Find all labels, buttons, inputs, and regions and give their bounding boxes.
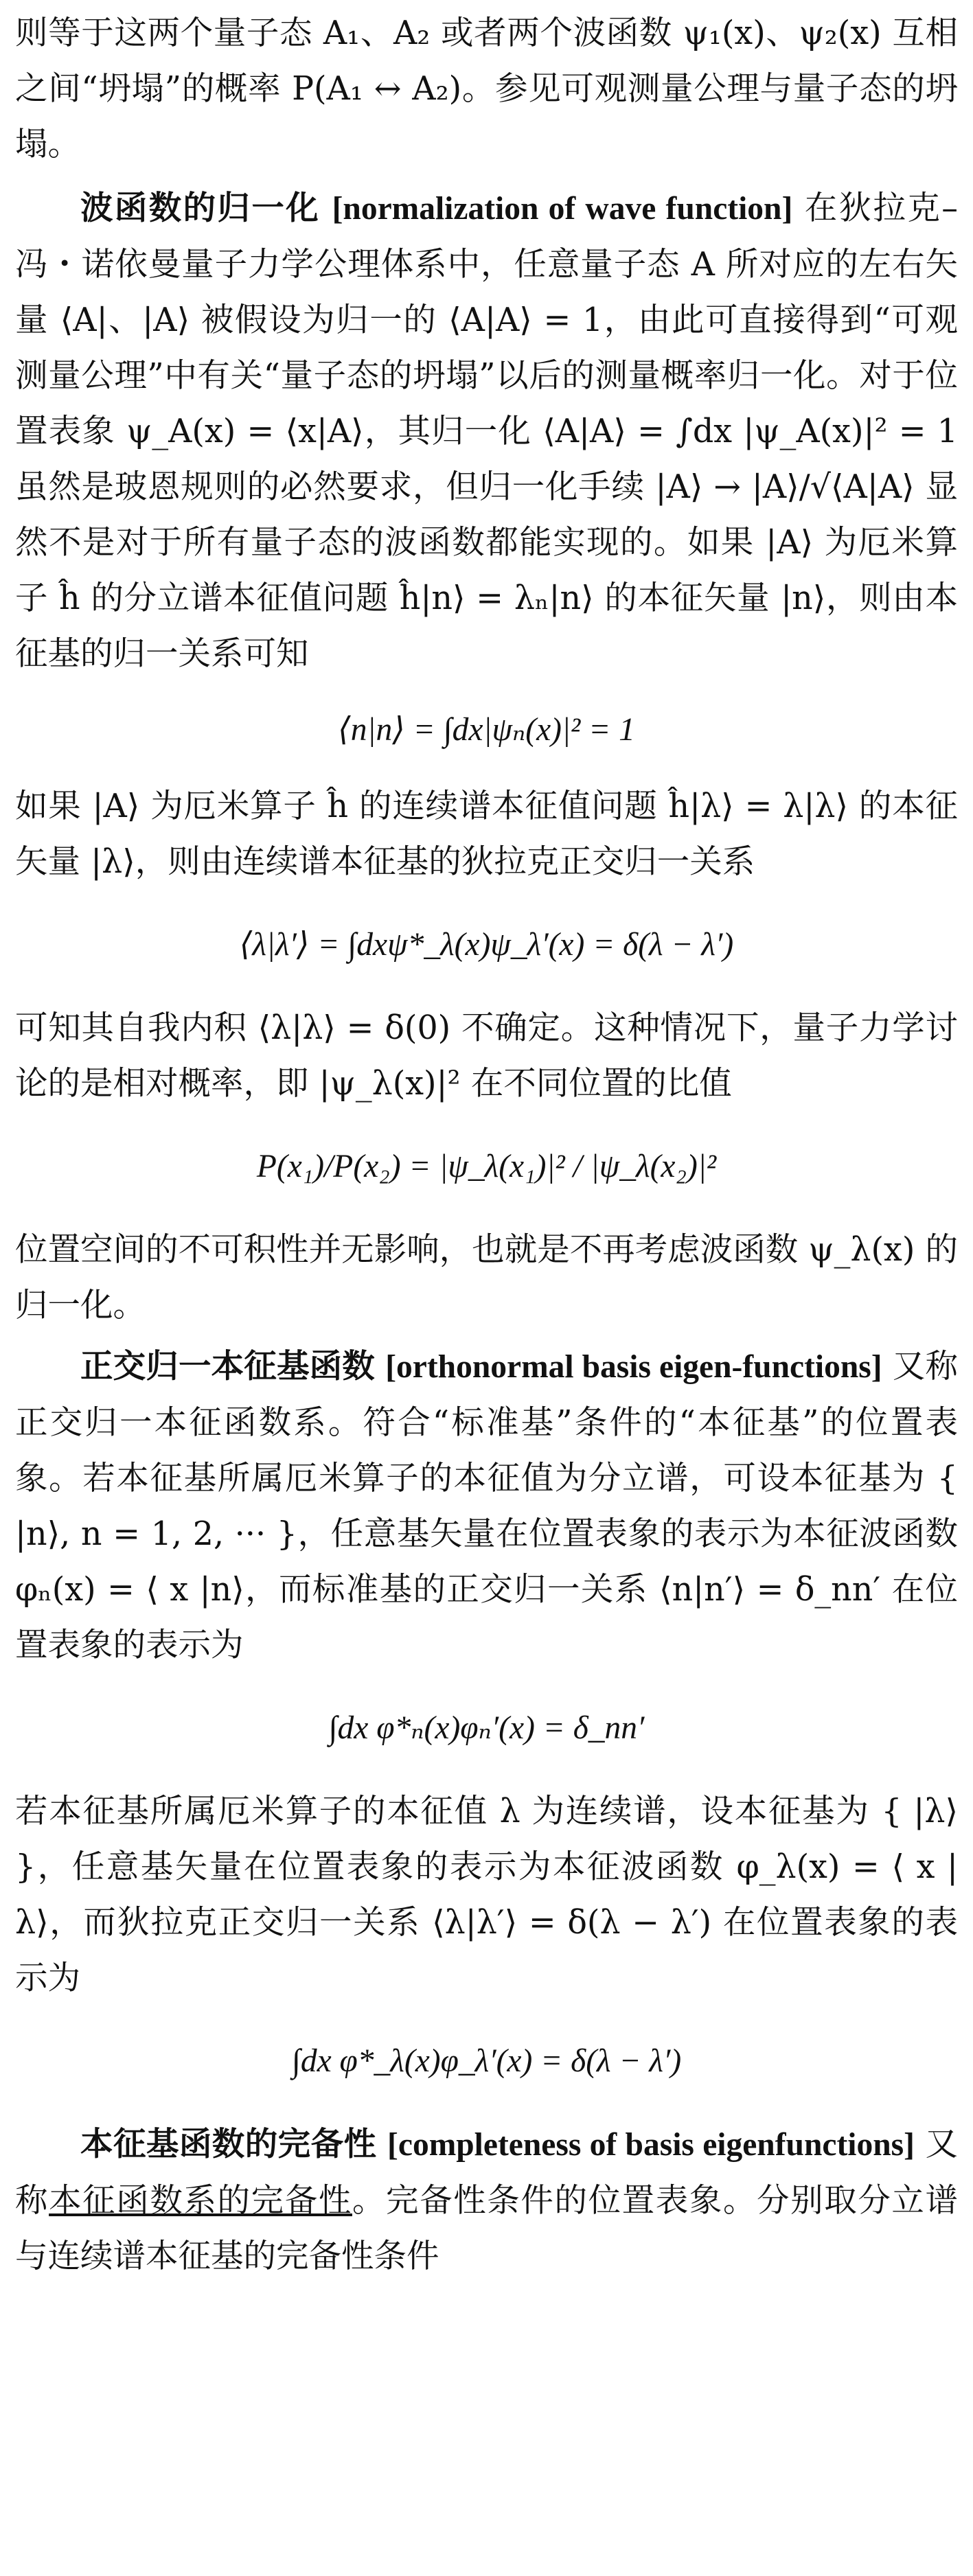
- entry-completeness: [15, 2117, 958, 2284]
- entry-normalization: [15, 181, 958, 682]
- equation-discrete-orthonormal: ∫dx φ*ₙ(x)φₙ′(x) = δ_nn′: [328, 1710, 645, 1746]
- entry-body-tail: 。完备性条件的位置表象。分别取分立谱与连续谱本征基的完备性条件: [15, 2182, 959, 2275]
- paragraph-continuous-spectrum: 如果 |A⟩ 为厄米算子 ĥ 的连续谱本征值问题 ĥ|λ⟩ = λ|λ⟩ 的本征矢量 |λ⟩，则由连续谱本征基的狄拉克正交归一关系: [15, 787, 958, 881]
- paragraph-continuation: 则等于这两个量子态 A₁、A₂ 或者两个波函数 ψ₁(x)、ψ₂(x) 互相之间“坍塌”的概率 P(A₁ ↔ A₂)。参见可观测量公理与量子态的坍塌。: [15, 14, 958, 163]
- document-page: [15, 5, 958, 2284]
- equation-probability-ratio: P(x₁)/P(x₂) = |ψ_λ(x₁)|² / |ψ_λ(x₂)|²: [256, 1149, 717, 1184]
- entry-term: 波函数的归一化: [80, 189, 321, 227]
- entry-english: [normalization of wave function]: [332, 191, 793, 227]
- entry-term: 正交归一本征基函数: [80, 1348, 375, 1385]
- cross-reference-link[interactable]: 本征函数系的完备性: [49, 2182, 352, 2220]
- entry-term: 本征基函数的完备性: [80, 2126, 377, 2163]
- entry-orthonormal-basis: [15, 1339, 958, 1673]
- equation-dirac-orthonormal: ⟨λ|λ′⟩ = ∫dxψ*_λ(x)ψ_λ′(x) = δ(λ − λ′): [239, 927, 734, 963]
- entry-body: 又称正交归一本征函数系。符合“标准基”条件的“本征基”的位置表象。若本征基所属厄米算子的本征值为分立谱，可设本征基为 { |n⟩, n = 1, 2, ··· }，任意基矢量在位置表象的表示为本征波函数 φₙ(x) = ⟨ x |n⟩，而标准基的正交归一关系 ⟨n|n′⟩ = δ_nn′ 在位置表象的表示为: [15, 1348, 959, 1664]
- paragraph-self-inner-product: 可知其自我内积 ⟨λ|λ⟩ = δ(0) 不确定。这种情况下，量子力学讨论的是相对概率，即 |ψ_λ(x)|² 在不同位置的比值: [15, 1009, 958, 1103]
- equation-discrete-norm: ⟨n|n⟩ = ∫dx|ψₙ(x)|² = 1: [338, 712, 635, 748]
- entry-english: [orthonormal basis eigen-functions]: [385, 1349, 882, 1385]
- equation-continuous-orthonormal: ∫dx φ*_λ(x)φ_λ′(x) = δ(λ − λ′): [291, 2043, 682, 2079]
- entry-body: 在狄拉克–冯・诺依曼量子力学公理体系中，任意量子态 A 所对应的左右矢量 ⟨A|、|A⟩ 被假设为归一的 ⟨A|A⟩ = 1，由此可直接得到“可观测量公理”中有关“量子态的坍塌”以后的测量概率归一化。对于位置表象 ψ_A(x) = ⟨x|A⟩，其归一化 ⟨A|A⟩ = ∫dx |ψ_A(x)|² = 1 虽然是玻恩规则的必然要求，但归一化手续 |A⟩ → |A⟩/√⟨A|A⟩ 显然不是对于所有量子态的波函数都能实现的。如果 |A⟩ 为厄米算子 ĥ 的分立谱本征值问题 ĥ|n⟩ = λₙ|n⟩ 的本征矢量 |n⟩，则由本征基的归一关系可知: [15, 189, 959, 673]
- paragraph-continuous-basis: 若本征基所属厄米算子的本征值 λ 为连续谱，设本征基为 { |λ⟩ }，任意基矢量在位置表象的表示为本征波函数 φ_λ(x) = ⟨ x |λ⟩，而狄拉克正交归一关系 ⟨λ|λ′⟩ = δ(λ − λ′) 在位置表象的表示为: [15, 1793, 958, 1997]
- entry-body-lead: 又称: [15, 2126, 958, 2220]
- entry-english: [completeness of basis eigenfunctions]: [387, 2127, 915, 2163]
- paragraph-nonintegrability: 位置空间的不可积性并无影响，也就是不再考虑波函数 ψ_λ(x) 的归一化。: [15, 1231, 958, 1324]
